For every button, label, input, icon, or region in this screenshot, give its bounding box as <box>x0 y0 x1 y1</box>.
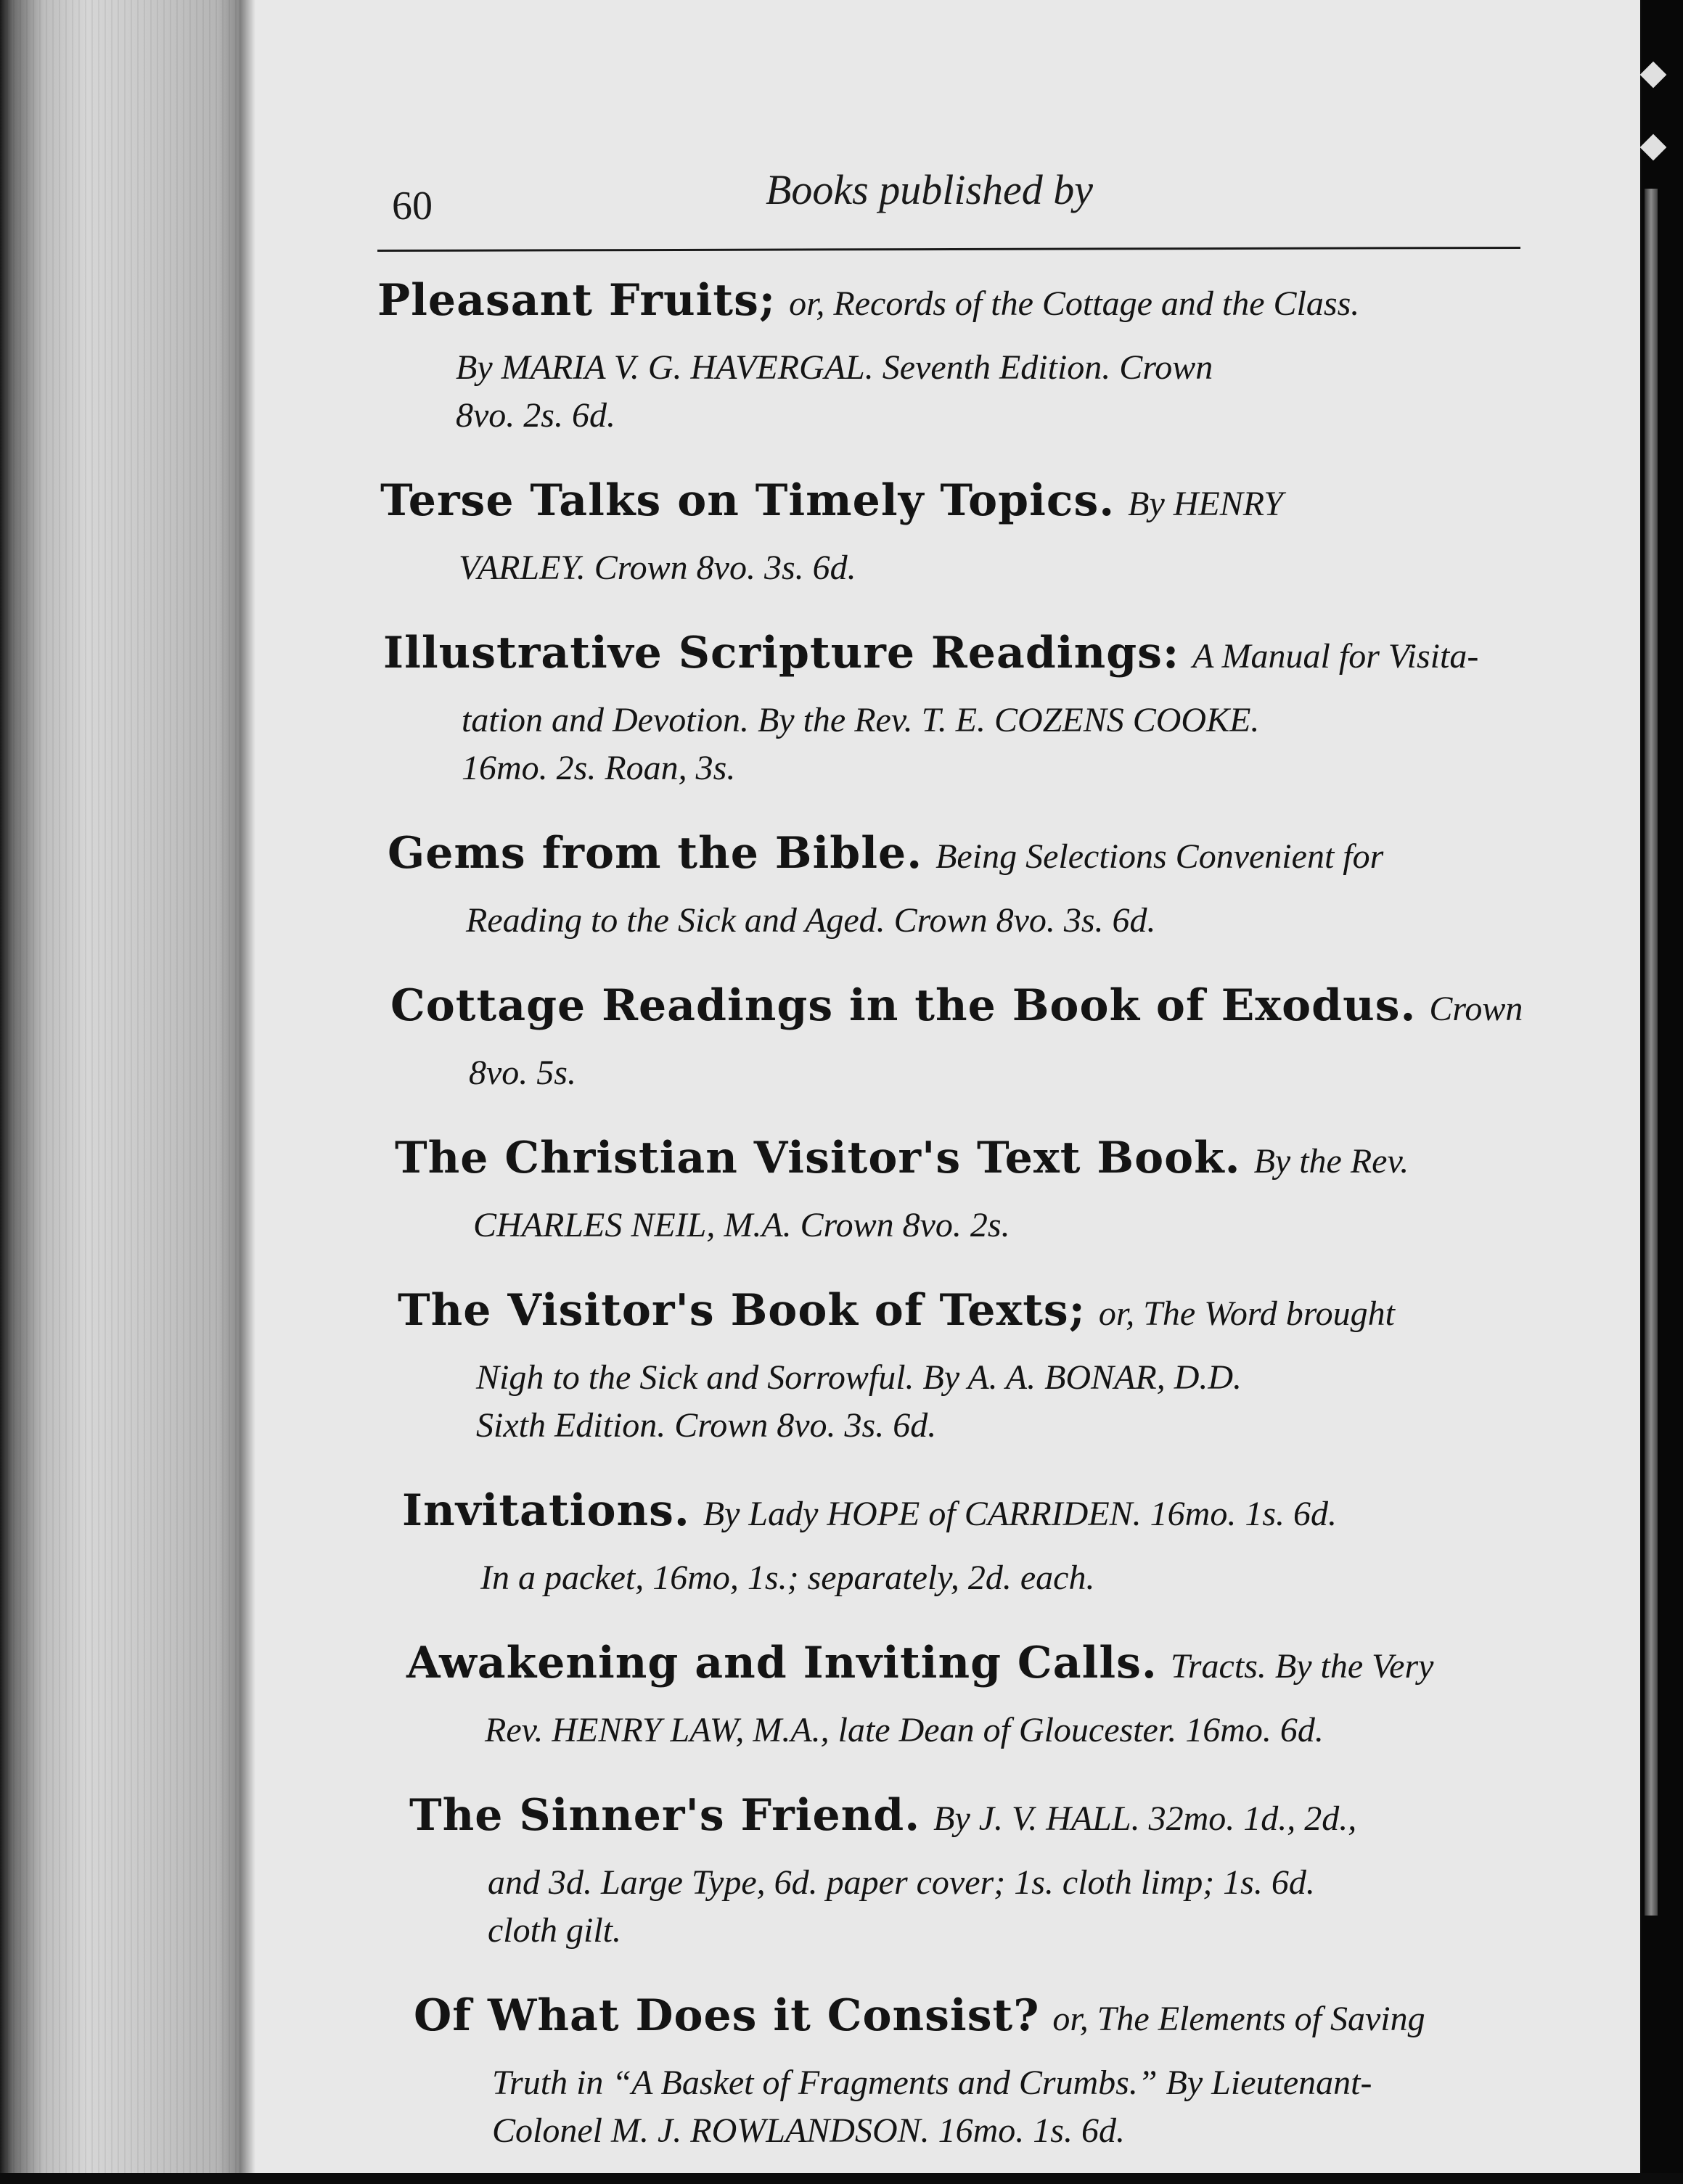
book-description: or, The Elements of Saving <box>1052 2000 1425 2038</box>
book-binding <box>1642 0 1683 2173</box>
book-description: Being Selections Convenient for <box>935 837 1384 876</box>
binding-mark <box>1640 134 1667 161</box>
book-entry <box>388 821 1568 945</box>
book-entry <box>383 621 1568 792</box>
book-detail-line: 16mo. 2s. Roan, 3s. <box>462 749 736 787</box>
book-detail-line: Nigh to the Sick and Sorrowful. By A. A. BONAR, D.D. <box>476 1358 1242 1397</box>
book-description: By HENRY <box>1128 485 1283 523</box>
running-head <box>392 152 1524 229</box>
book-description: Crown <box>1429 990 1523 1028</box>
book-detail-line: and 3d. Large Type, 6d. paper cover; 1s. cloth limp; 1s. 6d. <box>488 1863 1315 1902</box>
book-title: The Sinner's Friend. <box>409 1790 921 1841</box>
book-title: Awakening and Inviting Calls. <box>406 1638 1158 1688</box>
book-title: Gems from the Bible. <box>388 828 923 879</box>
book-title: The Christian Visitor's Text Book. <box>395 1133 1241 1183</box>
book-entry <box>395 1126 1568 1249</box>
book-entry <box>398 1278 1568 1450</box>
book-description: A Manual for Visita- <box>1192 637 1479 676</box>
book-page-edges <box>0 0 239 2173</box>
book-description: or, The Word brought <box>1098 1294 1395 1333</box>
book-detail-line: Colonel M. J. ROWLANDSON. 16mo. 1s. 6d. <box>492 2111 1125 2150</box>
spine <box>1645 189 1658 1916</box>
book-list <box>377 268 1568 2184</box>
book-detail-line: CHARLES NEIL, M.A. Crown 8vo. 2s. <box>473 1206 1010 1244</box>
book-entry <box>406 1631 1568 1754</box>
book-description: By the Rev. <box>1253 1142 1409 1181</box>
book-title: Illustrative Scripture Readings: <box>383 628 1180 678</box>
page-number: 60 <box>392 184 433 229</box>
book-detail-line: In a packet, 16mo, 1s.; separately, 2d. each. <box>480 1559 1095 1597</box>
book-title: Invitations. <box>402 1485 690 1536</box>
book-detail-line: Truth in “A Basket of Fragments and Crumbs.” By Lieutenant- <box>492 2064 1372 2102</box>
book-entry <box>414 1984 1568 2155</box>
book-description: or, Records of the Cottage and the Class. <box>789 284 1360 323</box>
book-detail-line: VARLEY. Crown 8vo. 3s. 6d. <box>459 549 856 587</box>
book-description: By J. V. HALL. 32mo. 1d., 2d., <box>933 1799 1357 1838</box>
book-description: Tracts. By the Very <box>1170 1647 1434 1686</box>
book-detail-line: By MARIA V. G. HAVERGAL. Seventh Edition. Crown <box>456 348 1213 387</box>
binding-mark <box>1640 62 1667 89</box>
book-title: Cottage Readings in the Book of Exodus. <box>390 980 1417 1031</box>
book-title: Terse Talks on Timely Topics. <box>380 475 1115 526</box>
book-entry <box>390 974 1568 1097</box>
book-detail-line: 8vo. 2s. 6d. <box>456 396 615 435</box>
book-detail-line: Rev. HENRY LAW, M.A., late Dean of Gloucester. 16mo. 6d. <box>485 1711 1324 1749</box>
book-detail-line: Sixth Edition. Crown 8vo. 3s. 6d. <box>476 1406 937 1445</box>
book-detail-line: Reading to the Sick and Aged. Crown 8vo. 3s. 6d. <box>466 901 1156 940</box>
book-detail-line: tation and Devotion. By the Rev. T. E. COZENS COOKE. <box>462 701 1260 739</box>
book-description: By Lady HOPE of CARRIDEN. 16mo. 1s. 6d. <box>703 1495 1337 1533</box>
header-title: Books published by <box>766 166 1094 213</box>
book-detail-line: cloth gilt. <box>488 1911 621 1950</box>
book-detail-line: 8vo. 5s. <box>469 1054 576 1092</box>
book-entry <box>380 469 1568 592</box>
book-entry <box>377 268 1568 440</box>
book-title: Pleasant Fruits; <box>377 275 777 326</box>
book-entry <box>402 1479 1568 1602</box>
book-title: Of What Does it Consist? <box>414 1990 1040 2041</box>
book-title: The Visitor's Book of Texts; <box>398 1285 1086 1336</box>
book-entry <box>409 1783 1568 1955</box>
